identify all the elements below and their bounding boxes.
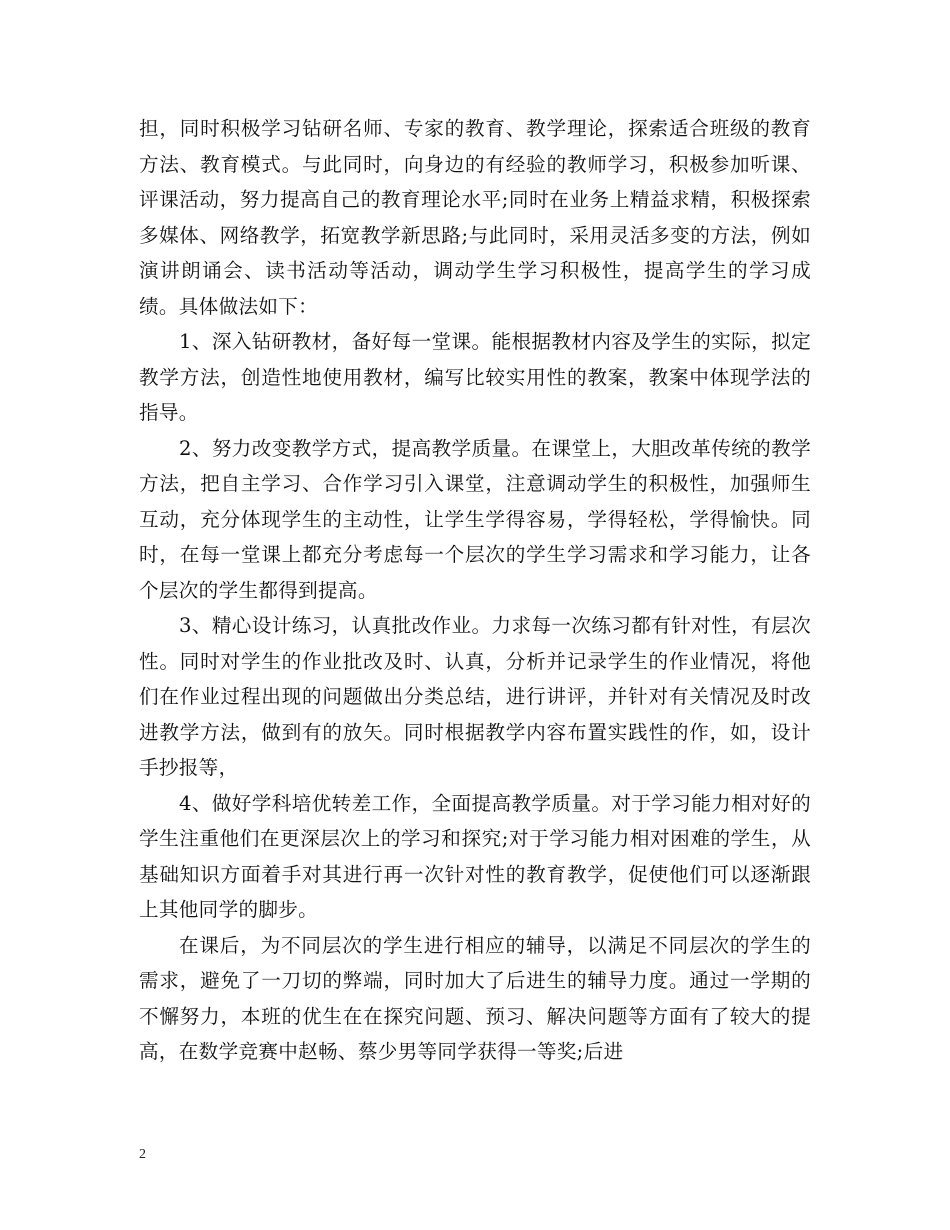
paragraph-item-1: 1、深入钻研教材，备好每一堂课。能根据教材内容及学生的实际，拟定教学方法，创造性地使用教材，编写比较实用性的教案，教案中体现学法的指导。 [139, 330, 811, 424]
document-body [139, 111, 811, 1070]
page-number: 2 [139, 1147, 146, 1162]
paragraph-item-4: 4、做好学科培优转差工作，全面提高教学质量。对于学习能力相对好的学生注重他们在更深层次上的学习和探究;对于学习能力相对困难的学生，从基础知识方面着手对其进行再一次针对性的教育教学，促使他们可以逐渐跟上其他同学的脚步。 [139, 791, 811, 921]
paragraph-item-2: 2、努力改变教学方式，提高教学质量。在课堂上，大胆改革传统的教学方法，把自主学习、合作学习引入课堂，注意调动学生的积极性，加强师生互动，充分体现学生的主动性，让学生学得容易，学得轻松，学得愉快。同时，在每一堂课上都充分考虑每一个层次的学生学习需求和学习能力，让各个层次的学生都得到提高。 [139, 436, 811, 602]
paragraph-continuation: 担，同时积极学习钻研名师、专家的教育、教学理论，探索适合班级的教育方法、教育模式。与此同时，向身边的有经验的教师学习，积极参加听课、评课活动，努力提高自己的教育理论水平;同时在业务上精益求精，积极探索多媒体、网络教学，拓宽教学新思路;与此同时，采用灵活多变的方法，例如演讲朗诵会、读书活动等活动，调动学生学习积极性，提高学生的学习成绩。具体做法如下： [139, 117, 811, 318]
paragraph-after-class: 在课后，为不同层次的学生进行相应的辅导，以满足不同层次的学生的需求，避免了一刀切的弊端，同时加大了后进生的辅导力度。通过一学期的不懈努力，本班的优生在在探究问题、预习、解决问题等方面有了较大的提高，在数学竞赛中赵畅、蔡少男等同学获得一等奖;后进 [139, 933, 811, 1063]
paragraph-item-3: 3、精心设计练习，认真批改作业。力求每一次练习都有针对性，有层次性。同时对学生的作业批改及时、认真，分析并记录学生的作业情况，将他们在作业过程出现的问题做出分类总结，进行讲评，并针对有关情况及时改进教学方法，做到有的放矢。同时根据教学内容布置实践性的作，如，设计手抄报等， [139, 614, 811, 779]
